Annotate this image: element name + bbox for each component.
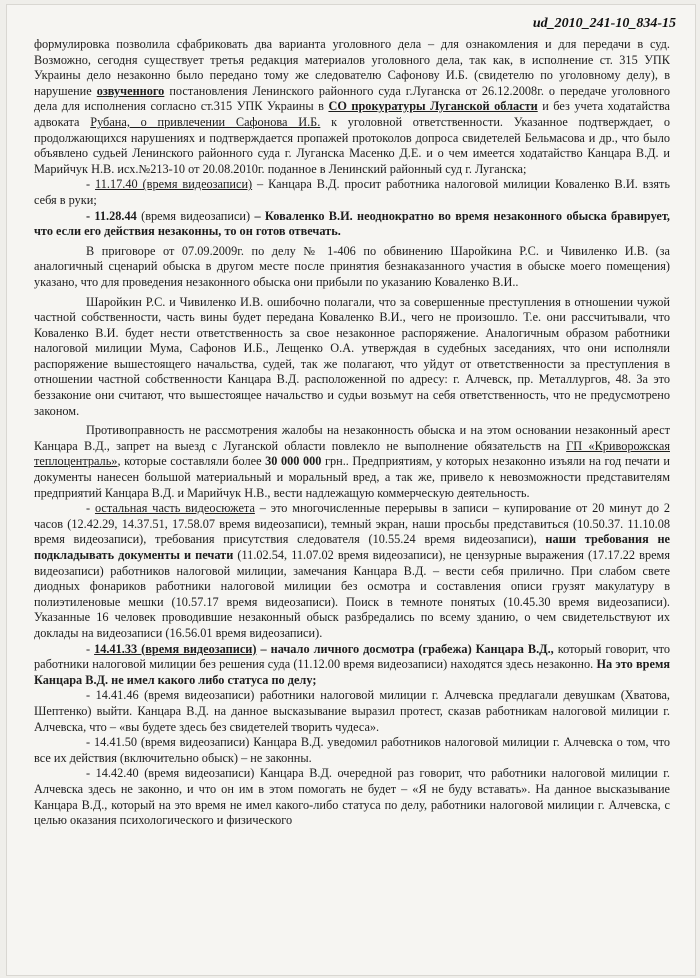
text-run: остальная часть видеосюжета xyxy=(94,501,255,516)
paragraph xyxy=(34,177,670,208)
document-page xyxy=(6,4,696,976)
text-run: - 14.42.40 (время видеозаписи) Канцара В.Д. очередной раз говорит, что работники налоговой милиции г. Алчевска здесь не законно, и что он им в этом помогать не будет – «Я не буду вставать». На данное высказывание Канцара В.Д., который на это время не имел какого-либо статуса по делу, работники налоговой милиции г. Алчевска, с целью оказания психологического и физического xyxy=(34,766,670,828)
text-run: - xyxy=(86,501,95,516)
text-run: - xyxy=(86,641,95,656)
text-run: СО прокуратуры Луганской области xyxy=(328,99,538,114)
text-run: (11.02.54, 11.07.02 время видеозаписи), не цензурные выражения (17.17.22 время видеозаписи) работников налоговой милиции, замечания Канцара В.Д. – вести себя прилично. При слабом свете диодных фонариков работники налоговой милиции без осмотра и составления описи грузят макулатуру в полиэтиленовые мешки (10.57.17 время видеозаписи). Поиск в темноте понятых (10.45.30 время видеозаписи). Указанные 16 человек проводившие незаконный обыск разбредались по всему зданию, о чем свидетельствуют их доклады на видеозаписи (16.56.01 время видеозаписи). xyxy=(34,548,670,640)
text-run: - 14.41.50 (время видеозаписи) Канцара В.Д. уведомил работников налоговой милиции г. Алчевска о том, что все их действия (включительно обыск) – не законны. xyxy=(34,735,670,765)
text-run: Рубана, о привлечении Сафонова И.Б. xyxy=(90,114,321,129)
text-run: 14.41.33 (время видеозаписи) xyxy=(94,641,257,656)
paragraph xyxy=(34,642,670,689)
text-run: Шаройкин Р.С. и Чивиленко И.В. ошибочно полагали, что за совершенные преступления в отношении чужой частной собственности, часть вины будет передана Коваленко В.И., чего не произошло. Т.е. они рассчитывали, что Коваленко В.И. будет нести ответственность за свое незаконное распоряжение. Аналогичным образом работники налоговой милиции Мума, Сафонов И.Б., Лещенко О.А. утверждая в судебных заседаниях, что они исполняли распоряжение вышестоящего начальства, судей, так же полагают, что уйдут от ответственности за преступления в отношении частной собственности Канцара В.Д. расположенной по адресу: г. Алчевск, пр. Металлургов, 48. За это беззаконие они считают, что вышестоящее начальство и судьи возьмут на себя ответственность, что не предусмотрено законом. xyxy=(34,294,670,418)
text-run: ГП «Криворожская теплоцентраль» xyxy=(34,438,670,469)
paragraph xyxy=(34,423,670,501)
text-run: На это время Канцара В.Д. не имел какого либо статуса по делу; xyxy=(34,657,670,687)
text-run: – Коваленко В.И. неоднократно во время незаконного обыска бравирует, что если его действия незаконны, то он готов отвечать. xyxy=(34,208,671,239)
text-run: – Канцара В.Д. просит работника налоговой милиции Коваленко В.И. взять себя в руки; xyxy=(34,177,671,207)
text-run: (время видеозаписи) xyxy=(136,208,255,223)
paragraph xyxy=(34,244,670,291)
text-run: грн.. Предприятиям, у которых незаконно изъяли на год печати и документы нанесен большой материальный и моральный вред, а так же, привело к невозможности представителям предприятий Канцара В.Д. и Марийчук Н.В., вести надлежащую коммерческую деятельность. xyxy=(34,454,670,500)
paragraph xyxy=(34,295,670,420)
text-run: постановления Ленинского районного суда г.Луганска от 26.12.2008г. о передаче уголовного дела для исполнения согласно ст.315 УПК Украины в xyxy=(34,83,670,114)
document-id: ud_2010_241-10_834-15 xyxy=(532,16,676,31)
text-run: формулировка позволила сфабриковать два варианта уголовного дела – для ознакомления и для передачи в суд. Возможно, сегодня существует третья редакция материалов уголовного дела, так как, в исполнение ст. 315 УПК Украины дело незаконно было передано тому же следователю Сафонову И.Б. (свидетелю по уголовному делу), в нарушение xyxy=(34,37,670,98)
text-run: 11.17.40 (время видеозаписи) xyxy=(95,177,253,192)
paragraph xyxy=(34,688,670,735)
text-run: озвученного xyxy=(96,83,165,98)
text-run: – начало личного досмотра (грабежа) Канцара В.Д., xyxy=(256,641,554,656)
document-body xyxy=(34,37,670,829)
text-run: - 11.28.44 xyxy=(86,208,137,223)
text-run: к уголовной ответственности. Указанное подтверждает, о продолжающихся нарушениях и подтверждается пропажей протоколов допроса свидетелей Бельмасова и др., что было объявлено судьей Ленинского районного суда г. Луганска Масенко Д.Е. и о чем имеется ходатайство Канцара В.Д. и Марийчук Н.В. исх.№213-10 от 20.08.2010г. поданное в Ленинский районный суд г. Луганска; xyxy=(34,114,671,176)
text-run: наши требования не подкладывать документы и печати xyxy=(34,532,670,562)
text-run: - 14.41.46 (время видеозаписи) работники налоговой милиции г. Алчевска предлагали девушкам (Хватова, Шептенко) выйти. Канцара В.Д. на данное высказывание выразил протест, сказав работникам налоговой милиции г. Алчевска, что – «вы будете здесь без свидетелей творить чудеса». xyxy=(34,688,670,734)
paragraph xyxy=(34,735,670,766)
text-run: - xyxy=(86,177,96,192)
text-run: Противоправность не рассмотрения жалобы на незаконность обыска и на этом основании незаконный арест Канцара В.Д., запрет на выезд с Луганской области повлекло не выполнение обязательств на xyxy=(34,423,670,453)
paragraph xyxy=(34,766,670,828)
text-run: – это многочисленные перерывы в записи – купирование от 20 минут до 2 часов (12.42.29, 14.37.51, 17.58.07 время видеозаписи), темный экран, наши просьбы представиться (10.50.37. 11.10.08 время видеозаписи), требования присутствия следователя (10.55.24 время видеозаписи), xyxy=(34,501,671,547)
text-run: В приговоре от 07.09.2009г. по делу № 1-406 по обвинению Шаройкина Р.С. и Чивиленко И.В. (за аналогичный сценарий обыска в другом месте после принятия безнаказанного участия в обыске моего помещения) указано, что для проведения незаконного обыска они прибыли по указанию Коваленко В.И.. xyxy=(34,243,670,289)
text-run: , которые составляли более xyxy=(117,454,266,469)
paragraph xyxy=(34,209,670,240)
text-run: который говорит, что работники налоговой милиции без решения суда (11.12.00 время видеозаписи) находятся здесь незаконно. xyxy=(34,641,670,672)
text-run: и без учета ходатайства адвоката xyxy=(34,99,671,129)
paragraph xyxy=(34,501,670,641)
paragraph xyxy=(34,37,670,177)
text-run: 30 000 000 xyxy=(265,454,322,469)
